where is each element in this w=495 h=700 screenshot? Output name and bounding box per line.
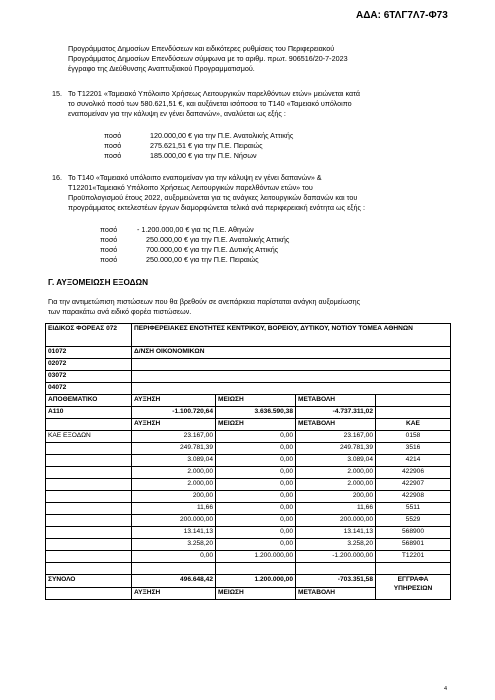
table-cell: 200,00 (132, 491, 216, 503)
code-cell: 03072 (46, 371, 132, 383)
table-row (46, 527, 451, 539)
balance-row (46, 407, 451, 419)
text-line: προγράμματος εκτελεστέων έργων διαμορφώνεται τελικά ανά περιφερειακή ενότητα ως εξής : (68, 203, 365, 212)
balance-header-row (46, 395, 451, 407)
table-cell: 568901 (376, 539, 451, 551)
table-cell (46, 527, 132, 539)
text-line: Για την αντιμετώπιση πιστώσεων που θα βρεθούν σε ανεπάρκεια παρίσταται ανάγκη αυξομείωσης (48, 297, 361, 306)
budget-table (45, 323, 451, 600)
table-cell: ΜΕΤΑΒΟΛΗ (296, 419, 376, 431)
table-cell: ΣΥΝΟΛΟ (46, 575, 132, 588)
table-cell (296, 563, 376, 575)
text-line: το συνολικό ποσό των 580.621,51 €, και αυξάνεται ισόποσα το Τ140 «Ταμειακό υπόλοιπο (68, 99, 352, 108)
table-cell: 0,00 (216, 431, 296, 443)
table-cell: 23.167,00 (132, 431, 216, 443)
paragraph-number: 15. (52, 89, 62, 98)
table-cell (46, 503, 132, 515)
table-cell: ΑΥΞΗΣΗ (132, 395, 216, 407)
table-cell: -4.737.311,02 (296, 407, 376, 419)
amount-text: 700.000,00 € για την Π.Ε. Δυτικής Αττικής (146, 245, 279, 254)
table-cell (46, 491, 132, 503)
table-cell: 13.141,13 (132, 527, 216, 539)
table-row (46, 563, 451, 575)
ada-code: ΑΔΑ: 6ΤΛΓ7Λ7-Φ73 (356, 10, 448, 21)
text-line: Το Τ12201 «Ταμειακό Υπόλοιπο Χρήσεως Λειτουργικών παρελθόντων ετών» μειώνεται κατά (68, 89, 361, 98)
text-line: Το Τ140 «Ταμειακό υπόλοιπο εναπομείναν για την κάλυψη εν γένει δαπανών» & (68, 173, 322, 182)
table-cell: 0,00 (216, 527, 296, 539)
table-cell (46, 419, 132, 431)
table-cell: 23.167,00 (296, 431, 376, 443)
table-cell: 11,66 (296, 503, 376, 515)
table-row (46, 491, 451, 503)
code-cell: 01072 (46, 347, 132, 359)
amount-text: 250.000,00 € για την Π.Ε. Ανατολικής Αττικής (146, 235, 290, 244)
table-cell (46, 479, 132, 491)
amount-label: ποσό (104, 151, 122, 160)
table-cell: 0,00 (216, 503, 296, 515)
code-row (46, 383, 451, 395)
table-cell (46, 443, 132, 455)
table-row (46, 479, 451, 491)
table-row (46, 539, 451, 551)
amount-text: 250.000,00 € για την Π.Ε. Πειραιώς (146, 255, 259, 264)
table-row (46, 455, 451, 467)
table-cell (46, 467, 132, 479)
amount-label: ποσό (104, 131, 122, 140)
table-row (46, 551, 451, 563)
table-cell: 2.000,00 (296, 467, 376, 479)
table-cell: 1.200.000,00 (216, 575, 296, 588)
amount-label: ποσό (104, 141, 122, 150)
amount-label: ποσό (100, 235, 118, 244)
table-cell: ΚΑΕ (376, 419, 451, 431)
table-cell (376, 395, 451, 407)
code-cell: 04072 (46, 383, 132, 395)
table-cell: ΜΕΙΩΣΗ (216, 419, 296, 431)
section-title: Γ. ΑΥΞΟΜΕΙΩΣΗ ΕΞΟΔΩΝ (48, 278, 148, 287)
table-cell: ΕΓΓΡΑΦΑ ΥΠΗΡΕΣΙΩΝ (376, 575, 451, 600)
table-cell: ΚΑΕ ΕΞΟΔΩΝ (46, 431, 132, 443)
amount-text: 185.000,00 € για την Π.Ε. Νήσων (150, 151, 257, 160)
table-cell: -703.351,58 (296, 575, 376, 588)
table-cell: 5529 (376, 515, 451, 527)
table-cell: 2.000,00 (132, 467, 216, 479)
table-cell: 2.000,00 (132, 479, 216, 491)
table-cell: 4214 (376, 455, 451, 467)
table-cell: 0,00 (216, 491, 296, 503)
table-cell: 200.000,00 (132, 515, 216, 527)
table-row (46, 443, 451, 455)
table-cell: Α110 (46, 407, 132, 419)
table-cell: 3.636.590,38 (216, 407, 296, 419)
table-cell: ΜΕΤΑΒΟΛΗ (296, 588, 376, 600)
code-desc-cell: Δ/ΝΣΗ ΟΙΚΟΝΟΜΙΚΩΝ (132, 347, 451, 359)
table-cell: 422906 (376, 467, 451, 479)
text-line: εναπομείναν για την κάλυψη εν γένει δαπανών», αναλύεται ως εξής : (68, 109, 286, 118)
table-row (46, 431, 451, 443)
text-line: Προγράμματος Δημοσίων Επενδύσεων και ειδικότερες ρυθμίσεις του Περιφερειακού (68, 44, 335, 53)
table-cell (376, 563, 451, 575)
table-cell: 3516 (376, 443, 451, 455)
table-cell (46, 563, 132, 575)
table-cell: 0,00 (216, 479, 296, 491)
code-row (46, 347, 451, 359)
table-cell: Τ12201 (376, 551, 451, 563)
header-cell: ΕΙΔΙΚΟΣ ΦΟΡΕΑΣ 072 (46, 324, 132, 347)
table-cell: ΜΕΙΩΣΗ (216, 588, 296, 600)
table-row (46, 503, 451, 515)
table-cell (46, 455, 132, 467)
table-header-row (46, 324, 451, 347)
code-row (46, 371, 451, 383)
table-cell (46, 539, 132, 551)
amount-text: - 1.200.000,00 € για τις Π.Ε. Αθηνών (137, 225, 254, 234)
table-cell: -1.100.720,64 (132, 407, 216, 419)
table-cell: 0,00 (132, 551, 216, 563)
table-cell: 11,66 (132, 503, 216, 515)
table-cell (132, 563, 216, 575)
table-cell: 3.089,04 (132, 455, 216, 467)
amount-label: ποσό (100, 255, 118, 264)
text-line: έγγραφο της Διεύθυνσης Αναπτυξιακού Προγραμματισμού. (68, 64, 255, 73)
table-cell (216, 563, 296, 575)
table-row (46, 467, 451, 479)
table-cell: 200.000,00 (296, 515, 376, 527)
code-cell: 02072 (46, 359, 132, 371)
table-cell: 1.200.000,00 (216, 551, 296, 563)
table-cell: 0,00 (216, 443, 296, 455)
amount-text: 120.000,00 € για την Π.Ε. Ανατολικής Αττικής (150, 131, 294, 140)
table-cell: 3.258,20 (132, 539, 216, 551)
table-cell (46, 551, 132, 563)
table-cell: 568900 (376, 527, 451, 539)
text-line: των παρακάτω ανά ειδικό φορέα πιστώσεων. (48, 307, 192, 316)
table-row (46, 515, 451, 527)
text-line: Προϋπολογισμού έτους 2022, αυξομειώνεται για τις ανάγκες λειτουργικών δαπανών και του (68, 193, 358, 202)
amount-label: ποσό (100, 245, 118, 254)
table-cell: 0,00 (216, 467, 296, 479)
header-cell: ΠΕΡΙΦΕΡΕΙΑΚΕΣ ΕΝΟΤΗΤΕΣ ΚΕΝΤΡΙΚΟΥ, ΒΟΡΕΙΟΥ, ΔΥΤΙΚΟΥ, ΝΟΤΙΟΥ ΤΟΜΕΑ ΑΘΗΝΩΝ (132, 324, 451, 347)
table-cell: ΜΕΤΑΒΟΛΗ (296, 395, 376, 407)
text-line: Προγράμματος Δημοσίων Επενδύσεων σύμφωνα με το αριθμ. πρωτ. 906516/20-7-2023 (68, 54, 348, 63)
amount-label: ποσό (100, 225, 118, 234)
table-cell: ΜΕΙΩΣΗ (216, 395, 296, 407)
table-cell: 200,00 (296, 491, 376, 503)
code-desc-cell (132, 383, 451, 395)
table-cell (46, 588, 132, 600)
table-cell: 0,00 (216, 455, 296, 467)
code-row (46, 359, 451, 371)
table-cell: 422907 (376, 479, 451, 491)
table-cell: 249.781,39 (132, 443, 216, 455)
table-cell: 0,00 (216, 539, 296, 551)
table-cell: -1.200.000,00 (296, 551, 376, 563)
table-cell: 5511 (376, 503, 451, 515)
amount-text: 275.621,51 € για την Π.Ε. Πειραιώς (150, 141, 263, 150)
code-desc-cell (132, 359, 451, 371)
table-cell (376, 407, 451, 419)
table-cell: 496.648,42 (132, 575, 216, 588)
paragraph-number: 16. (52, 173, 62, 182)
code-desc-cell (132, 371, 451, 383)
table-cell: 2.000,00 (296, 479, 376, 491)
table-cell: 0158 (376, 431, 451, 443)
table-cell: 0,00 (216, 515, 296, 527)
page-number: 4 (444, 686, 448, 692)
table-cell: 249.781,39 (296, 443, 376, 455)
table-cell: ΑΥΞΗΣΗ (132, 419, 216, 431)
table-cell (46, 515, 132, 527)
detail-header-row (46, 419, 451, 431)
table-cell: 3.258,20 (296, 539, 376, 551)
table-cell: ΑΥΞΗΣΗ (132, 588, 216, 600)
table-cell: 422908 (376, 491, 451, 503)
total-row (46, 575, 451, 588)
table-cell: 13.141,13 (296, 527, 376, 539)
table-cell: 3.089,04 (296, 455, 376, 467)
text-line: Τ12201«Ταμειακό Υπόλοιπο Χρήσεως Λειτουργικών παρελθόντων ετών» του (68, 183, 313, 192)
table-cell: ΑΠΟΘΕΜΑΤΙΚΟ (46, 395, 132, 407)
